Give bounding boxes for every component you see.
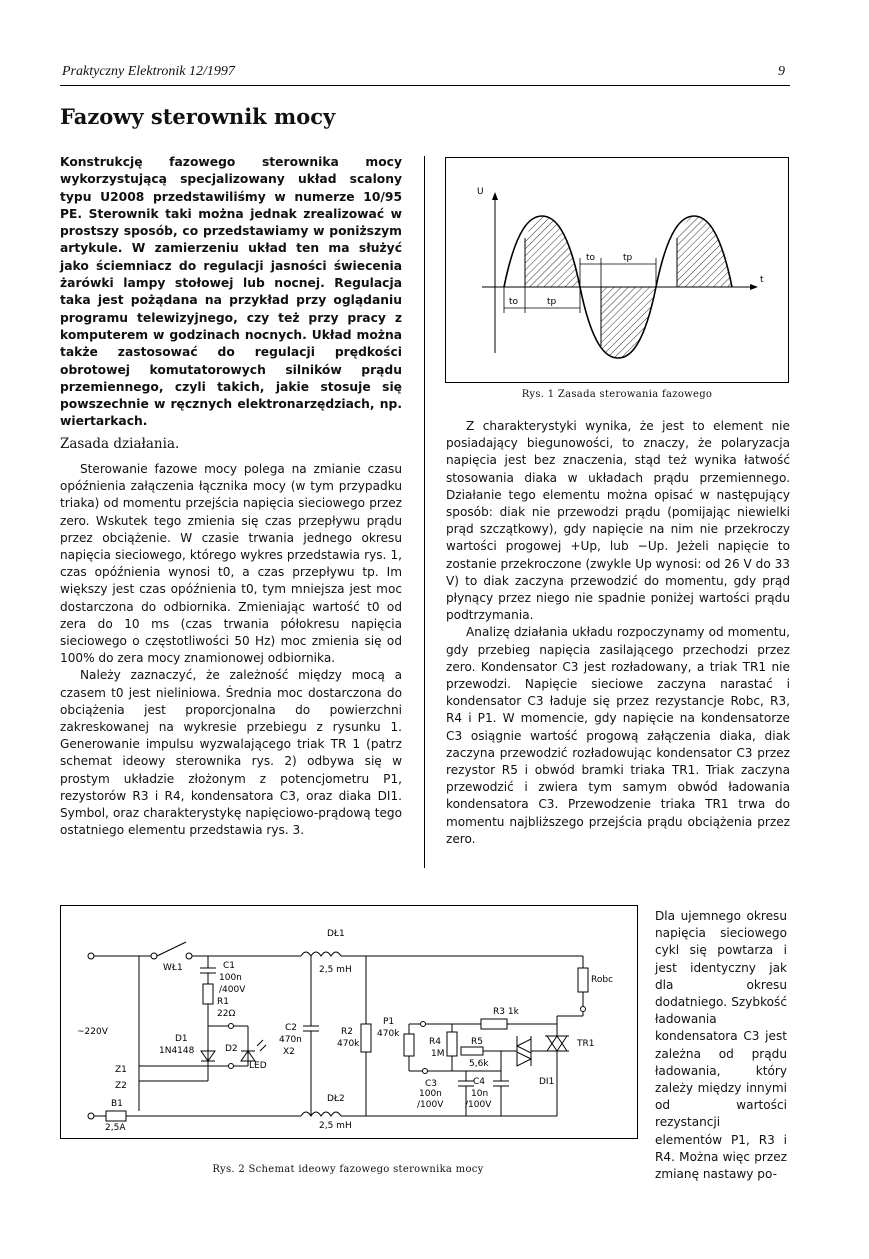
label: D1	[175, 1034, 188, 1044]
label: 100n	[219, 973, 242, 983]
paragraph: Z charakterystyki wynika, że jest to element nie posiadający biegunowości, to znaczy, że polaryzacja napięcia jest bez znaczenia, stąd też wynika łatwość stosowania diaka w układach prądu przemiennego. Działanie tego elementu można opisać w następujący sposób: diak nie przewodzi prądu (pomijając niewielki prąd szczątkowy), gdy napięcie na nim nie przekroczy wartości progowej +Up, lub −Up. Jeżeli napięcie to zostanie przekroczone (zwykle Up wynosi: od 26 V do 33 V) to diak zaczyna przewodzić do momentu, gdy prąd płynący przez niego nie spadnie poniżej wartości prądu podtrzymania.	[446, 419, 790, 623]
label: /100V	[417, 1100, 444, 1110]
figure-2-caption: Rys. 2 Schemat ideowy fazowego sterownika mocy	[212, 1164, 484, 1175]
column-divider	[424, 156, 425, 868]
label: 470n	[279, 1035, 302, 1045]
label: /400V	[219, 985, 246, 995]
label: LED	[249, 1061, 267, 1071]
header-rule	[60, 85, 790, 86]
label: 470k	[377, 1029, 400, 1039]
label: C3	[425, 1079, 438, 1089]
label: R3 1k	[493, 1007, 519, 1017]
label: C2	[285, 1023, 298, 1033]
label: 1N4148	[159, 1046, 195, 1056]
section-heading: Zasada działania.	[60, 436, 180, 452]
hatched-area	[525, 216, 580, 287]
label: C4	[473, 1077, 486, 1087]
label: R4	[429, 1037, 441, 1047]
tp-label: tp	[623, 253, 633, 263]
label: DŁ1	[327, 929, 345, 939]
t-label: t	[760, 275, 764, 285]
label: DŁ2	[327, 1094, 345, 1104]
paragraph: Należy zaznaczyć, że zależność między mocą a czasem t0 jest nieliniowa. Średnia moc dostarczona do obciążenia jest proporcjonalna do powierzchni zakreskowanej na wykresie przebiegu z rysunku 1. Generowanie impulsu wyzwalającego triak TR 1 (patrz schemat ideowy sterownika rys. 2) odbywa się w prostym układzie złożonym z potencjometru P1, rezystorów R3 i R4, kondensatora C3, oraz diaka DI1. Symbol, oraz charakterystykę napięciowo-prądową tego ostatniego elementu przedstawia rys. 3.	[60, 668, 402, 838]
hatched-area	[601, 287, 656, 358]
lead-paragraph: Konstrukcję fazowego sterownika mocy wykorzystującą specjalizowany układ scalony typu U2008 przedstawiliśmy w numerze 10/95 PE. Sterownik taki można jednak zrealizować w prostszy sposób, co przedstawiamy w poniższym artykule. W zamierzeniu układ ten ma służyć jako ściemniacz do regulacji jasności świecenia żarówki lampy stołowej lub nocnej. Regulacja taka jest pożądana na przykład przy oglądaniu programu telewizyjnego, czy też przy pracy z komputerem w godzinach nocnych. Układ można także zastosować do regulacji prędkości obrotowej komutatorowych silników prądu przemiennego, czyli takich, jakie stosuje się powszechnie w ręcznych elektronarzędziach, np. wiertarkach.	[60, 155, 402, 429]
label: Z2	[115, 1081, 127, 1091]
label: Robc	[591, 975, 614, 985]
tp-label: tp	[547, 297, 557, 307]
page-number: 9	[778, 64, 785, 79]
figure-2-schematic	[60, 905, 638, 1139]
label: TR1	[577, 1039, 595, 1049]
label: 10n	[471, 1089, 489, 1099]
label: P1	[383, 1017, 395, 1027]
label: ~220V	[77, 1027, 108, 1037]
to-label: to	[509, 297, 519, 307]
schematic-svg	[61, 906, 637, 1138]
label: WŁ1	[163, 963, 183, 973]
u-label: U	[477, 187, 484, 197]
label: 2,5 mH	[319, 965, 352, 975]
article-title: Fazowy sterownik mocy	[60, 104, 336, 129]
paragraph: Analizę działania układu rozpoczynamy od momentu, gdy przebieg napięcia zasilającego przechodzi przez zero. Kondensator C3 jest rozładowany, a triak TR1 nie przewodzi. Napięcie sieciowe zaczyna narastać i kondensator C3 ładuje się przez rezystancje Robc, R3, R4 i P1. W momencie, gdy napięcie na kondensatorze C3 osiągnie wartość progową załączenia diaka, diak zaczyna przewodzić rozładowując kondensator C3 przez rezystor R5 i obwód bramki triaka TR1. Triak zaczyna przewodzić i zwiera tym samym obwód ładowania kondensatora C3. Przewodzenie triaka TR1 trwa do momentu najbliższego przejścia prądu obciążenia przez zero.	[446, 625, 790, 846]
label: 5,6k	[469, 1059, 489, 1069]
label: 22Ω	[217, 1009, 236, 1019]
paragraph: Sterowanie fazowe mocy polega na zmianie czasu opóźnienia załączenia łącznika mocy (w tym przypadku triaka) od momentu przejścia napięcia sieciowego przez zero. Wskutek tego zmienia się czas przepływu prądu przez obciążenie. W czasie trwania jednego okresu napięcia sieciowego, którego wykres przedstawia rys. 1, czas opóźnienia wynosi t0, a czas przepływu tp. Im większy jest czas opóźnienia t0, tym mniejsza jest moc dostarczona do odbiornika. Zmieniając wartość t0 od zera do 10 ms (czas trwania półokresu napięcia sieciowego o częstotliwości 50 Hz) moc zmienia się od 100% do zera mocy znamionowej odbiornika.	[60, 462, 402, 666]
hatched-area	[677, 216, 732, 287]
label: X2	[283, 1047, 295, 1057]
label: 1M	[431, 1049, 445, 1059]
label: 470k	[337, 1039, 360, 1049]
label: D2	[225, 1044, 238, 1054]
to-label: to	[586, 253, 596, 263]
label: R1	[217, 997, 229, 1007]
figure-1-caption: Rys. 1 Zasada sterowania fazowego	[521, 389, 713, 400]
label: B1	[111, 1099, 123, 1109]
label: R2	[341, 1027, 353, 1037]
label: 100n	[419, 1089, 442, 1099]
column-1-body	[60, 461, 402, 839]
label: Z1	[115, 1065, 127, 1075]
journal-header: Praktyczny Elektronik 12/1997	[62, 64, 235, 79]
column-3-body: Dla ujemnego okresu napięcia sieciowego cykl się powtarza i jest identyczny jak dla okresu dodatniego. Szybkość ładowania kondensatora C3 jest zależna od prądu ładowania, który zależy między innymi od wartości rezystancji elementów P1, R3 i R4. Można więc przez zmianę nastawy po-	[655, 909, 787, 1182]
column-2-body	[446, 418, 790, 848]
label: R5	[471, 1037, 483, 1047]
label: 2,5A	[105, 1123, 126, 1133]
figure-1-waveform	[445, 157, 789, 383]
label: C1	[223, 961, 236, 971]
waveform-svg	[446, 158, 788, 382]
label: DI1	[539, 1077, 555, 1087]
label: 2,5 mH	[319, 1121, 352, 1131]
label: /100V	[465, 1100, 492, 1110]
